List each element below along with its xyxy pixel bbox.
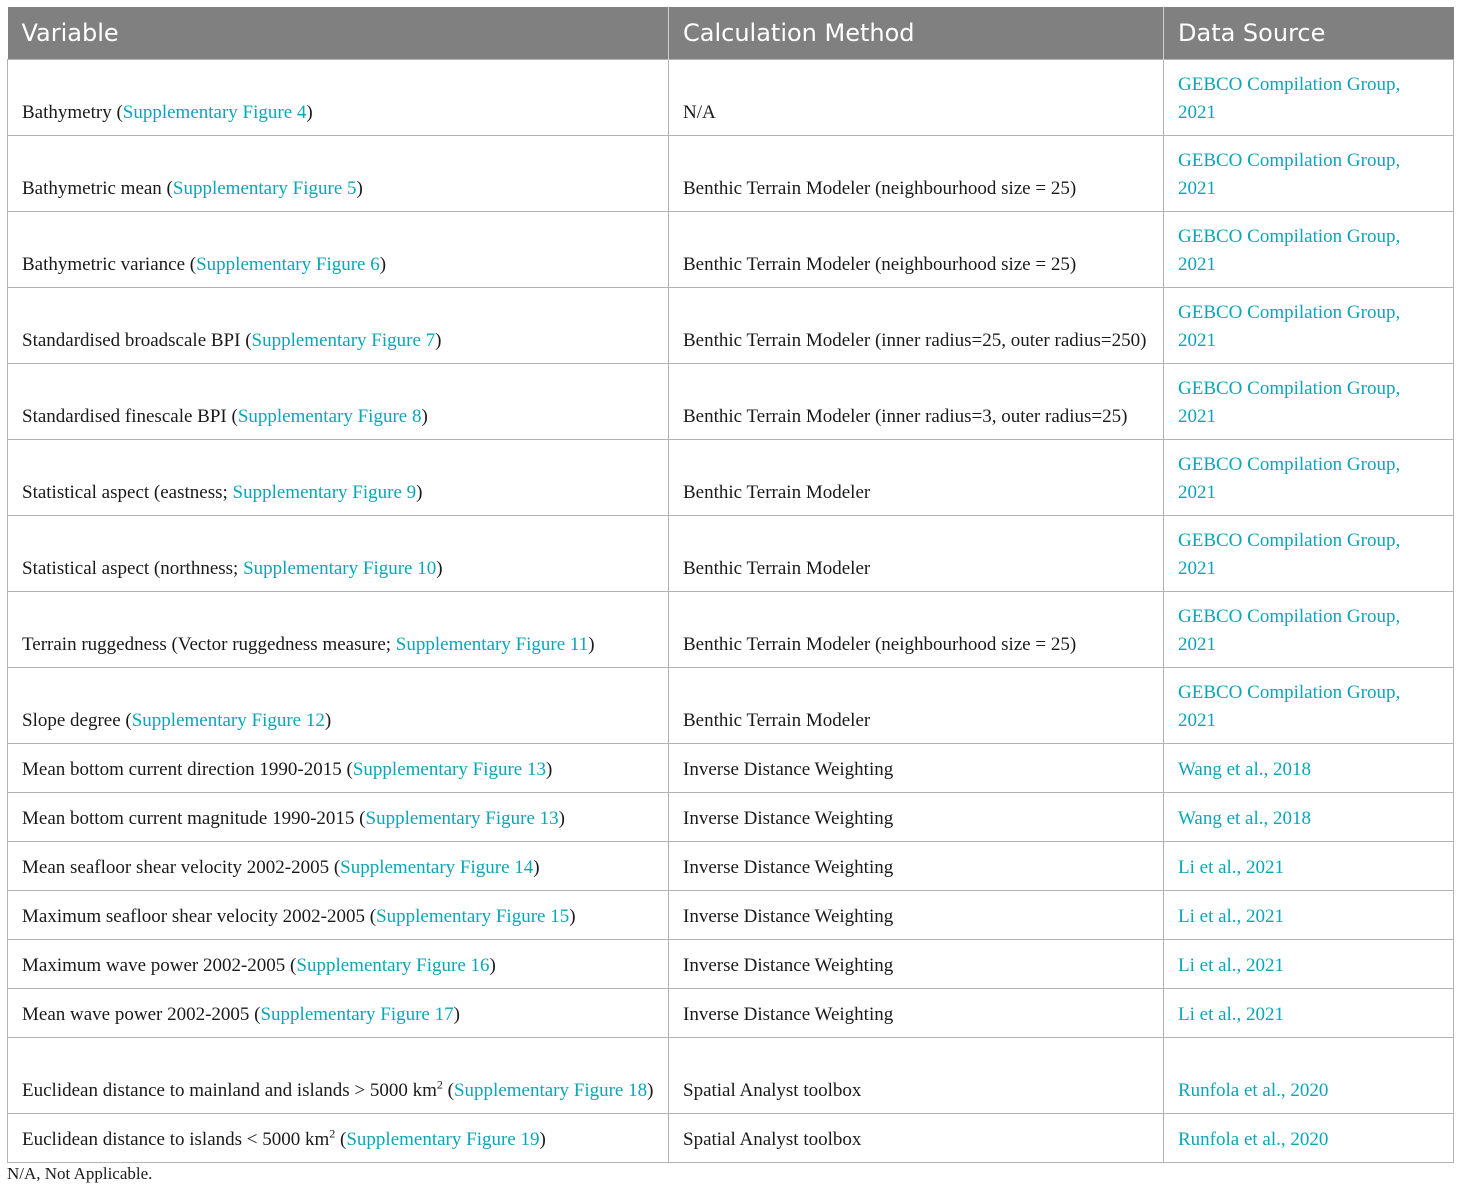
supplementary-figure-link[interactable]: Supplementary Figure 4 (122, 102, 307, 123)
variable-text: Mean bottom current direction 1990-2015 ( (22, 759, 353, 780)
supplementary-figure-link[interactable]: Supplementary Figure 11 (395, 634, 589, 655)
table-row (8, 940, 1454, 989)
cell-variable (8, 842, 669, 891)
supplementary-figure-link[interactable]: Supplementary Figure 17 (260, 1004, 454, 1025)
supplementary-figure-link[interactable]: Supplementary Figure 7 (251, 330, 436, 351)
cell-variable (8, 516, 669, 592)
cell-calculation-method: Benthic Terrain Modeler (inner radius=25, outer radius=250) (669, 288, 1164, 364)
table-row (8, 136, 1454, 212)
cell-variable (8, 744, 669, 793)
cell-data-source (1164, 940, 1454, 989)
cell-variable (8, 793, 669, 842)
supplementary-figure-link[interactable]: Supplementary Figure 13 (365, 808, 559, 829)
superscript: 2 (436, 1077, 443, 1092)
table-row (8, 592, 1454, 668)
variable-tail: ) (539, 1129, 546, 1150)
variable-tail: ) (588, 634, 595, 655)
data-source-link[interactable]: GEBCO Compilation Group, 2021 (1178, 150, 1401, 199)
table-header-row (8, 7, 1454, 60)
variable-tail: ) (533, 857, 540, 878)
cell-data-source (1164, 891, 1454, 940)
cell-calculation-method: Spatial Analyst toolbox (669, 1038, 1164, 1114)
variable-text: Mean seafloor shear velocity 2002-2005 ( (22, 857, 341, 878)
variable-text: Standardised finescale BPI ( (22, 406, 238, 427)
cell-data-source (1164, 136, 1454, 212)
data-source-link[interactable]: Wang et al., 2018 (1178, 808, 1312, 829)
variables-table (7, 7, 1454, 1163)
cell-variable (8, 364, 669, 440)
variable-text: Euclidean distance to islands < 5000 km (22, 1129, 330, 1150)
variable-text: Terrain ruggedness (Vector ruggedness measure; (22, 634, 396, 655)
variable-tail: ) (569, 906, 576, 927)
table-row (8, 440, 1454, 516)
cell-data-source (1164, 60, 1454, 136)
table-footnote: N/A, Not Applicable. (7, 1164, 153, 1183)
table-row (8, 891, 1454, 940)
supplementary-figure-link[interactable]: Supplementary Figure 14 (340, 857, 534, 878)
supplementary-figure-link[interactable]: Supplementary Figure 6 (196, 254, 380, 275)
cell-variable (8, 989, 669, 1038)
table-row (8, 842, 1454, 891)
variable-text: Maximum wave power 2002-2005 ( (22, 955, 297, 976)
cell-variable (8, 60, 669, 136)
table-row (8, 60, 1454, 136)
cell-variable (8, 212, 669, 288)
data-source-link[interactable]: Li et al., 2021 (1178, 955, 1285, 976)
cell-data-source (1164, 842, 1454, 891)
cell-data-source (1164, 744, 1454, 793)
data-source-link[interactable]: GEBCO Compilation Group, 2021 (1178, 378, 1401, 427)
supplementary-figure-link[interactable]: Supplementary Figure 9 (232, 482, 417, 503)
data-source-link[interactable]: GEBCO Compilation Group, 2021 (1178, 606, 1401, 655)
table-row (8, 288, 1454, 364)
variable-text: Statistical aspect (eastness; (22, 482, 233, 503)
supplementary-figure-link[interactable]: Supplementary Figure 5 (172, 178, 357, 199)
table-row (8, 1038, 1454, 1114)
cell-data-source (1164, 592, 1454, 668)
table-row (8, 793, 1454, 842)
variable-tail: ) (324, 710, 332, 731)
data-source-link[interactable]: GEBCO Compilation Group, 2021 (1178, 226, 1401, 275)
cell-variable (8, 136, 669, 212)
data-source-link[interactable]: GEBCO Compilation Group, 2021 (1178, 302, 1401, 351)
variable-text: Slope degree ( (22, 710, 132, 731)
variable-tail: ) (356, 178, 363, 199)
cell-data-source (1164, 1114, 1454, 1163)
cell-calculation-method: Benthic Terrain Modeler (inner radius=3, outer radius=25) (669, 364, 1164, 440)
supplementary-figure-link[interactable]: Supplementary Figure 12 (131, 710, 325, 731)
table-row (8, 668, 1454, 744)
cell-data-source (1164, 516, 1454, 592)
variable-text: Bathymetric mean ( (22, 178, 173, 199)
cell-data-source (1164, 440, 1454, 516)
supplementary-figure-link[interactable]: Supplementary Figure 18 (453, 1080, 648, 1101)
cell-data-source (1164, 288, 1454, 364)
data-source-link[interactable]: GEBCO Compilation Group, 2021 (1178, 454, 1401, 503)
data-source-link[interactable]: GEBCO Compilation Group, 2021 (1178, 74, 1401, 123)
cell-data-source (1164, 364, 1454, 440)
cell-variable (8, 1038, 669, 1114)
variable-tail: ) (435, 330, 442, 351)
variable-text: Maximum seafloor shear velocity 2002-2005 ( (22, 906, 377, 927)
variable-text: Euclidean distance to mainland and islands > 5000 km (22, 1080, 437, 1101)
supplementary-figure-link[interactable]: Supplementary Figure 19 (346, 1129, 540, 1150)
superscript: 2 (329, 1126, 336, 1141)
table-row (8, 364, 1454, 440)
supplementary-figure-link[interactable]: Supplementary Figure 15 (376, 906, 570, 927)
cell-calculation-method: Inverse Distance Weighting (669, 940, 1164, 989)
data-source-link[interactable]: Li et al., 2021 (1178, 1004, 1285, 1025)
variable-text: Mean bottom current magnitude 1990-2015 ( (22, 808, 366, 829)
cell-variable (8, 440, 669, 516)
variable-tail: ) (558, 808, 565, 829)
cell-variable (8, 891, 669, 940)
cell-calculation-method: Inverse Distance Weighting (669, 989, 1164, 1038)
supplementary-figure-link[interactable]: Supplementary Figure 10 (243, 558, 437, 579)
data-source-link[interactable]: Li et al., 2021 (1178, 906, 1285, 927)
header-data-source: Data Source (1164, 7, 1454, 60)
variable-text: Bathymetry ( (22, 102, 123, 123)
data-source-link[interactable]: GEBCO Compilation Group, 2021 (1178, 682, 1401, 731)
supplementary-figure-link[interactable]: Supplementary Figure 13 (352, 759, 546, 780)
variable-tail: ) (545, 759, 553, 780)
variable-text: Statistical aspect (northness; (22, 558, 244, 579)
cell-calculation-method: Inverse Distance Weighting (669, 744, 1164, 793)
variables-table-container (7, 7, 1453, 1163)
table-row (8, 516, 1454, 592)
cell-data-source (1164, 989, 1454, 1038)
cell-calculation-method: Benthic Terrain Modeler (neighbourhood size = 25) (669, 136, 1164, 212)
variable-text: Standardised broadscale BPI ( (22, 330, 252, 351)
variable-text-cont: ( (335, 1129, 347, 1150)
data-source-link[interactable]: Wang et al., 2018 (1178, 759, 1312, 780)
cell-data-source (1164, 1038, 1454, 1114)
table-row (8, 744, 1454, 793)
variable-tail: ) (416, 482, 423, 503)
header-variable: Variable (8, 7, 669, 60)
data-source-link[interactable]: Li et al., 2021 (1178, 857, 1285, 878)
cell-data-source (1164, 212, 1454, 288)
cell-calculation-method: Inverse Distance Weighting (669, 891, 1164, 940)
cell-variable (8, 940, 669, 989)
cell-data-source (1164, 793, 1454, 842)
cell-variable (8, 288, 669, 364)
table-row (8, 212, 1454, 288)
variable-tail: ) (379, 254, 387, 275)
data-source-link[interactable]: Runfola et al., 2020 (1178, 1129, 1329, 1150)
table-row (8, 1114, 1454, 1163)
supplementary-figure-link[interactable]: Supplementary Figure 8 (237, 406, 422, 427)
cell-variable (8, 668, 669, 744)
cell-calculation-method: N/A (669, 60, 1164, 136)
variable-tail: ) (453, 1004, 460, 1025)
data-source-link[interactable]: GEBCO Compilation Group, 2021 (1178, 530, 1401, 579)
cell-calculation-method: Benthic Terrain Modeler (669, 516, 1164, 592)
variable-tail: ) (306, 102, 313, 123)
variable-text: Mean wave power 2002-2005 ( (22, 1004, 261, 1025)
variable-tail: ) (436, 558, 443, 579)
cell-calculation-method: Spatial Analyst toolbox (669, 1114, 1164, 1163)
header-calculation-method: Calculation Method (669, 7, 1164, 60)
variable-tail: ) (421, 406, 428, 427)
variable-text: Bathymetric variance ( (22, 254, 197, 275)
cell-data-source (1164, 668, 1454, 744)
supplementary-figure-link[interactable]: Supplementary Figure 16 (296, 955, 490, 976)
cell-calculation-method: Benthic Terrain Modeler (669, 668, 1164, 744)
cell-calculation-method: Benthic Terrain Modeler (669, 440, 1164, 516)
cell-calculation-method: Inverse Distance Weighting (669, 793, 1164, 842)
variable-text-cont: ( (442, 1080, 454, 1101)
cell-calculation-method: Benthic Terrain Modeler (neighbourhood size = 25) (669, 212, 1164, 288)
cell-calculation-method: Benthic Terrain Modeler (neighbourhood size = 25) (669, 592, 1164, 668)
data-source-link[interactable]: Runfola et al., 2020 (1178, 1080, 1329, 1101)
cell-variable (8, 592, 669, 668)
cell-variable (8, 1114, 669, 1163)
variable-tail: ) (489, 955, 496, 976)
cell-calculation-method: Inverse Distance Weighting (669, 842, 1164, 891)
variable-tail: ) (647, 1080, 654, 1101)
table-row (8, 989, 1454, 1038)
